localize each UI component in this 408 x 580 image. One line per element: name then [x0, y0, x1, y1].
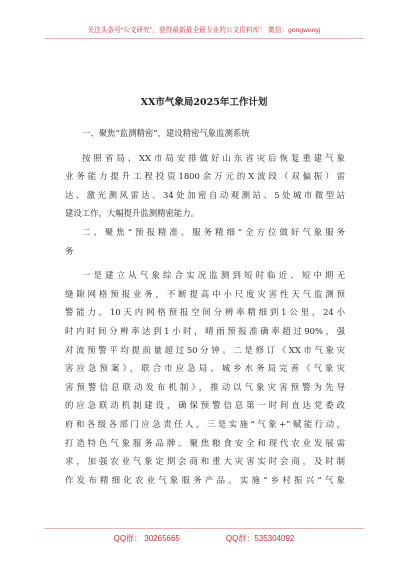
footer-rule — [44, 528, 364, 529]
body-line: 府和各级各部门应急责任人。三是实施“气象+”赋能行动， — [65, 418, 345, 429]
body-line: 缝隙网格预报业务，不断提高中小尺度灾害性天气监测预 — [65, 288, 345, 299]
body-line: 达、激光测风雷达、34处加密自动观测站、5处城市微型站 — [65, 189, 345, 200]
body-line: 业务能力提升工程投资1800余万元的X波段（双偏振）雷 — [65, 171, 345, 182]
document-title: XX市气象局2025年工作计划 — [140, 97, 268, 108]
body-line: 务 — [65, 245, 74, 256]
body-line: 对流预警平均提前量超过50分钟。二是修订《XX市气象灾 — [65, 344, 345, 355]
body-line: 害应急预案》，联合市应急局、城乡水务局完善《气象灾 — [65, 363, 345, 374]
body-line: 一、聚焦“监测精密”，建设精密气象监测系统 — [82, 128, 250, 138]
document-body — [65, 124, 345, 489]
body-line: 警能力。10天内网格预报空间分辨率精细到1公里，24小 — [65, 307, 345, 318]
body-line: 打造特色气象服务品牌。聚焦粮食安全和现代农业发展需 — [65, 437, 345, 448]
body-line: 害预警信息联动发布机制》，推动以气象灾害预警为先导 — [65, 381, 345, 392]
body-line: 时内时间分辨率达到1小时，晴雨预报准确率超过90%，强 — [65, 325, 345, 336]
body-line: 一是建立从气象综合实况监测到短时临近、短中期无 — [82, 270, 345, 281]
header-rule — [44, 38, 364, 39]
header-banner: 关注头条号“公文研究”，获得最新最全最专业的公文资料库！ 微信：gongwenyj — [87, 27, 321, 34]
body-line: 作发布精细化农业气象服务产品。实施“乡村振兴”气象 — [65, 474, 345, 485]
body-line: 求，加强农业气象定期会商和重大灾害实时会商，及时制 — [65, 456, 345, 467]
body-line: 二、聚焦“预报精准、服务精细”全方位做好气象服务 — [82, 226, 345, 237]
footer-qq-group-2: QQ群：535304092 — [225, 534, 295, 543]
footer-qq-group-1: QQ群： 30265665 — [113, 534, 180, 543]
body-line: 的应急联动机制建设，确保预警信息第一时间直达党委政 — [65, 400, 345, 411]
footer — [0, 533, 408, 544]
body-line: 建设工作，大幅提升监测精密能力。 — [65, 208, 199, 219]
body-line: 按照省局、XX市局安排做好山东省灾后恢复重建气象 — [82, 152, 345, 163]
